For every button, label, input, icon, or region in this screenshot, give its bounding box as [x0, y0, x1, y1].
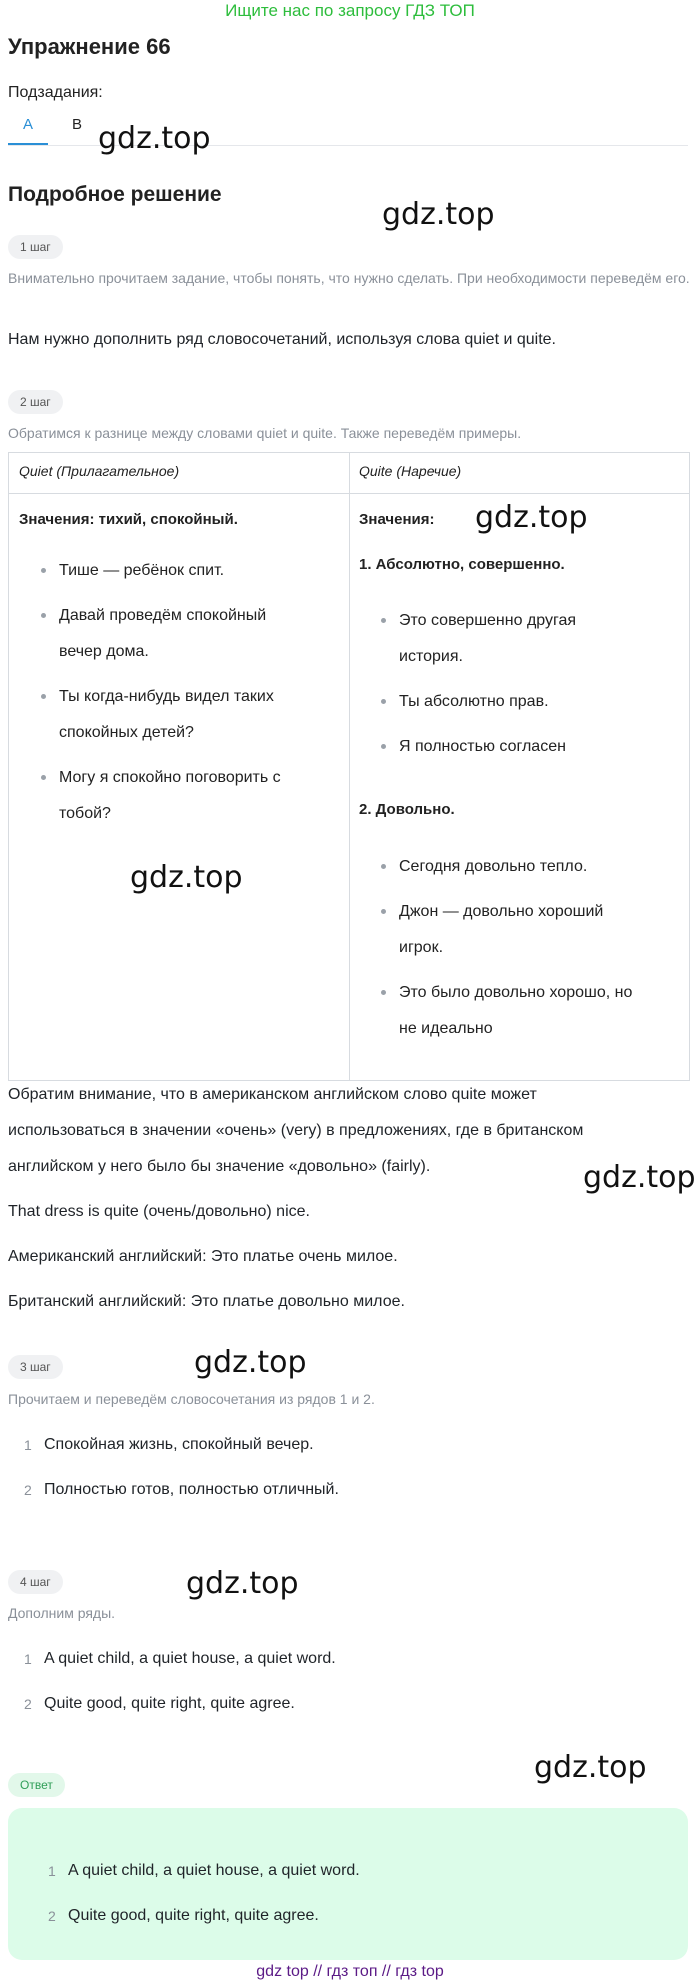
- search-banner[interactable]: Ищите нас по запросу ГДЗ ТОП: [225, 1, 475, 20]
- list-item: Ты абсолютно прав.: [399, 693, 549, 710]
- list-number: 2: [24, 1696, 32, 1712]
- tab-b[interactable]: B: [71, 116, 82, 133]
- list-item: Я полностью согласен: [399, 738, 566, 755]
- step-badge: 4 шаг: [8, 1570, 63, 1594]
- bullet-icon: [41, 613, 46, 618]
- quite-meaning: Значения:: [359, 511, 435, 528]
- list-item: Quite good, quite right, quite agree.: [44, 1695, 295, 1712]
- list-number: 1: [24, 1651, 32, 1667]
- watermark: gdz.top: [130, 860, 243, 895]
- note-line: That dress is quite (очень/довольно) nice.: [8, 1203, 310, 1220]
- watermark: gdz.top: [186, 1566, 299, 1601]
- quiet-meaning: Значения: тихий, спокойный.: [19, 511, 238, 528]
- bullet-icon: [381, 618, 386, 623]
- note-line: Обратим внимание, что в американском английском слово quite может: [8, 1086, 537, 1103]
- bullet-icon: [381, 699, 386, 704]
- list-item: Сегодня довольно тепло.: [399, 858, 588, 875]
- list-item: Ты когда-нибудь видел таких: [59, 688, 274, 705]
- list-number: 2: [48, 1908, 56, 1924]
- note-line: английском у него было бы значение «довольно» (fairly).: [8, 1158, 431, 1175]
- answer-item: Quite good, quite right, quite agree.: [68, 1907, 319, 1924]
- bullet-icon: [41, 775, 46, 780]
- list-item: Полностью готов, полностью отличный.: [44, 1481, 339, 1498]
- list-item: A quiet child, a quiet house, a quiet word.: [44, 1650, 336, 1667]
- list-number: 1: [24, 1437, 32, 1453]
- bullet-icon: [381, 744, 386, 749]
- list-item: Это совершенно другая: [399, 612, 577, 629]
- step-badge: 2 шаг: [8, 390, 63, 414]
- quite-sense-1: 1. Абсолютно, совершенно.: [359, 556, 565, 573]
- step-badge: 3 шаг: [8, 1355, 63, 1379]
- answer-box: [8, 1808, 688, 1960]
- page-title: Упражнение 66: [8, 34, 171, 59]
- quite-sense-2: 2. Довольно.: [359, 801, 455, 818]
- list-number: 2: [24, 1482, 32, 1498]
- tab-a[interactable]: A: [22, 116, 33, 133]
- watermark: gdz.top: [475, 500, 588, 535]
- answer-item: A quiet child, a quiet house, a quiet word.: [68, 1862, 360, 1879]
- note-line: Американский английский: Это платье очень милое.: [8, 1248, 398, 1265]
- list-item: история.: [399, 648, 463, 665]
- list-item: Джон — довольно хороший: [399, 903, 604, 920]
- bullet-icon: [41, 694, 46, 699]
- step-hint: Прочитаем и переведём словосочетания из рядов 1 и 2.: [8, 1391, 375, 1407]
- list-item: игрок.: [399, 939, 444, 956]
- list-item: вечер дома.: [59, 643, 149, 660]
- step-hint: Обратимся к разнице между словами quiet и quite. Также переведём примеры.: [8, 425, 522, 441]
- step-hint: Дополним ряды.: [8, 1605, 116, 1621]
- table-header-quite: Quite (Наречие): [359, 463, 462, 479]
- step-text: Нам нужно дополнить ряд словосочетаний, используя слова quiet и quite.: [8, 331, 556, 348]
- list-item: Давай проведём спокойный: [59, 607, 267, 624]
- answer-badge: Ответ: [8, 1773, 65, 1797]
- list-item: не идеально: [399, 1020, 493, 1037]
- list-item: Могу я спокойно поговорить с: [59, 769, 281, 786]
- watermark: gdz.top: [583, 1160, 696, 1195]
- list-item: Спокойная жизнь, спокойный вечер.: [44, 1436, 314, 1453]
- bullet-icon: [381, 990, 386, 995]
- bullet-icon: [381, 864, 386, 869]
- watermark: gdz.top: [194, 1345, 307, 1380]
- footer-links[interactable]: gdz top // гдз топ // гдз top: [256, 1963, 444, 1980]
- note-line: использоваться в значении «очень» (very) в предложениях, где в британском: [8, 1122, 584, 1139]
- comparison-table: [8, 452, 690, 1081]
- watermark: gdz.top: [98, 121, 211, 156]
- table-header-divider: [9, 493, 689, 494]
- table-header-quiet: Quiet (Прилагательное): [19, 463, 180, 479]
- list-item: тобой?: [59, 805, 111, 822]
- step-hint: Внимательно прочитаем задание, чтобы понять, что нужно сделать. При необходимости переведём его.: [8, 270, 690, 286]
- step-badge: 1 шаг: [8, 235, 63, 259]
- bullet-icon: [41, 568, 46, 573]
- list-item: спокойных детей?: [59, 724, 194, 741]
- bullet-icon: [381, 909, 386, 914]
- solution-title: Подробное решение: [8, 183, 222, 206]
- list-number: 1: [48, 1863, 56, 1879]
- note-line: Британский английский: Это платье довольно милое.: [8, 1293, 405, 1310]
- list-item: Тише — ребёнок спит.: [59, 562, 225, 579]
- subtasks-label: Подзадания:: [8, 84, 103, 101]
- watermark: gdz.top: [534, 1750, 647, 1785]
- watermark: gdz.top: [382, 197, 495, 232]
- list-item: Это было довольно хорошо, но: [399, 984, 633, 1001]
- table-column-divider: [349, 453, 350, 1080]
